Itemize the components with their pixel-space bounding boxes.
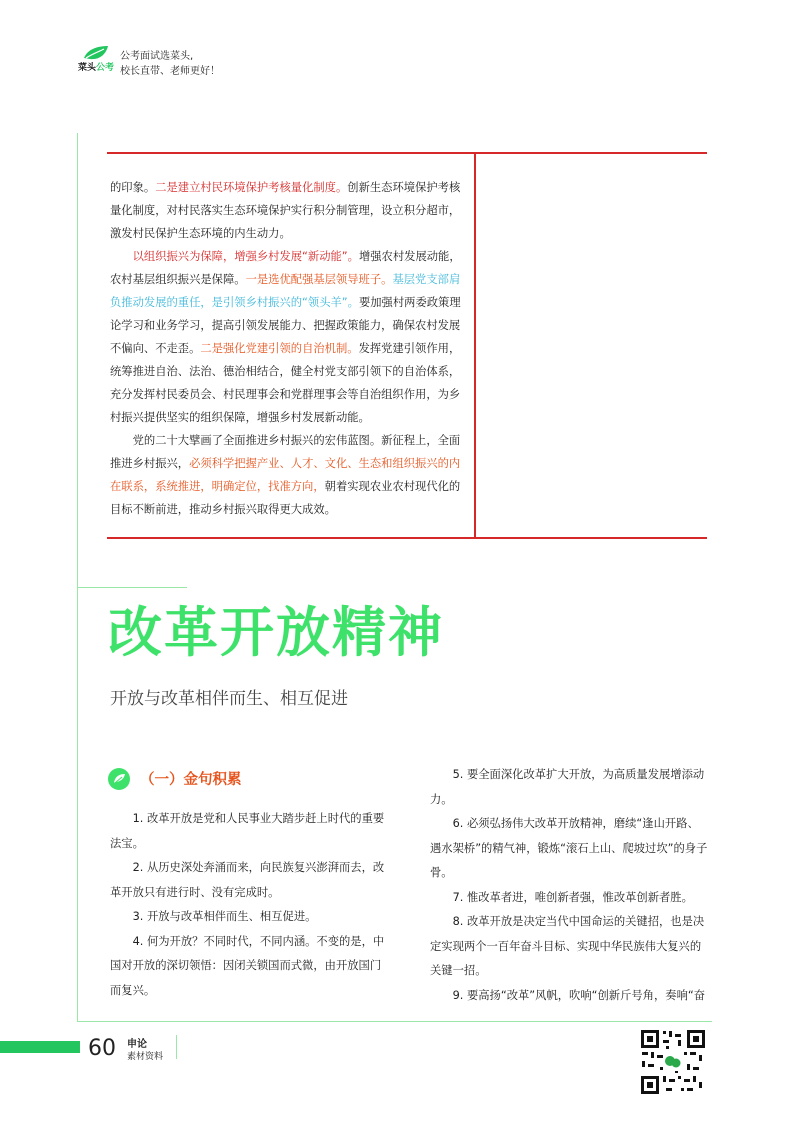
quotes-right-column (430, 763, 710, 1003)
quote-item: 5. 要全面深化改革扩大开放，为高质量发展增添动力。 (430, 768, 705, 806)
footer-divider (176, 1035, 177, 1059)
page-number: 60 (88, 1036, 116, 1061)
article-paragraph-1: 的印象。二是建立村民环境保护考核量化制度。创新生态环境保护考核量化制度，对村民落实生态环境保护实行积分制管理，设立积分超市，激发村民保护生态环境的内生动力。 (110, 181, 461, 240)
brand-slogan-2: 校长直带、老师更好！ (120, 66, 220, 77)
frame-line-top-green (77, 587, 187, 588)
brand-slogan-1: 公考面试选菜头, (120, 51, 194, 62)
brand-name: 菜头公考 (78, 63, 115, 73)
article-paragraph-2: 以组织振兴为保障，增强乡村发展“新动能”。增强农村发展动能，农村基层组织振兴是保障。一是选优配强基层领导班子。基层党支部肩负推动发展的重任，是引领乡村振兴的“领头羊”。要加强村两委政策理论学习和业务学习，提高引领发展能力、把握政策能力，确保农村发展不偏向、不走歪。二是强化党建引领的自治机制。发挥党建引领作用，统筹推进自治、法治、德治相结合，健全村党支部引领下的自治体系，充分发挥村民委员会、村民理事会和党群理事会等自治组织作用，为乡村振兴提供坚实的组织保障，增强乡村发展新动能。 (110, 250, 461, 424)
footer-accent-bar (0, 1041, 80, 1053)
article-continued (110, 176, 465, 521)
box-border-top (107, 152, 707, 154)
section-heading: （一）金句积累 (140, 772, 242, 788)
quote-item: 2. 从历史深处奔涌而来，向民族复兴澎湃而去，改革开放只有进行时、没有完成时。 (110, 861, 385, 899)
box-border-right (474, 152, 476, 539)
quote-item: 3. 开放与改革相伴而生、相互促进。 (132, 910, 317, 923)
footer-subtitle: 素材资料 (127, 1052, 164, 1062)
footer-title: 申论 (127, 1039, 147, 1050)
frame-line-left (77, 133, 78, 588)
frame-line-left-lower (77, 587, 78, 1022)
article-paragraph-3: 党的二十大擘画了全面推进乡村振兴的宏伟蓝图。新征程上，全面推进乡村振兴，必须科学把握产业、人才、文化、生态和组织振兴的内在联系，系统推进，明确定位，找准方向，朝着实现农业农村现代化的目标不断前进，推动乡村振兴取得更大成效。 (110, 434, 461, 516)
section-title: 改革开放精神 (108, 601, 444, 664)
quote-item: 6. 必须弘扬伟大改革开放精神，磨续“逢山开路、遇水架桥”的精气神，锻炼“滚石上山、爬坡过坎”的身子骨。 (430, 817, 708, 879)
quote-item: 4. 何为开放？不同时代，不同内涵。不变的是，中国对开放的深切领悟：因闭关锁国而式微，由开放国门而复兴。 (110, 934, 385, 997)
box-border-bottom (107, 537, 707, 539)
section-subtitle: 开放与改革相伴而生、相互促进 (110, 689, 348, 709)
quote-item: 9. 要高扬“改革”风帆，吹响“创新斤号角，奏响“奋 (452, 988, 706, 1002)
quotes-left-column (110, 807, 385, 1003)
qr-code[interactable] (639, 1028, 707, 1096)
quote-item: 8. 改革开放是决定当代中国命运的关键招，也是决定实现两个一百年奋斗目标、实现中华民族伟大复兴的关键一招。 (430, 915, 705, 977)
quote-item: 1. 改革开放是党和人民事业大踏步赶上时代的重要法宝。 (110, 812, 385, 850)
quote-item: 7. 惟改革者进，唯创新者强，惟改革创新者胜。 (452, 890, 693, 904)
leaf-icon (108, 768, 130, 790)
frame-line-bottom (77, 1021, 712, 1022)
